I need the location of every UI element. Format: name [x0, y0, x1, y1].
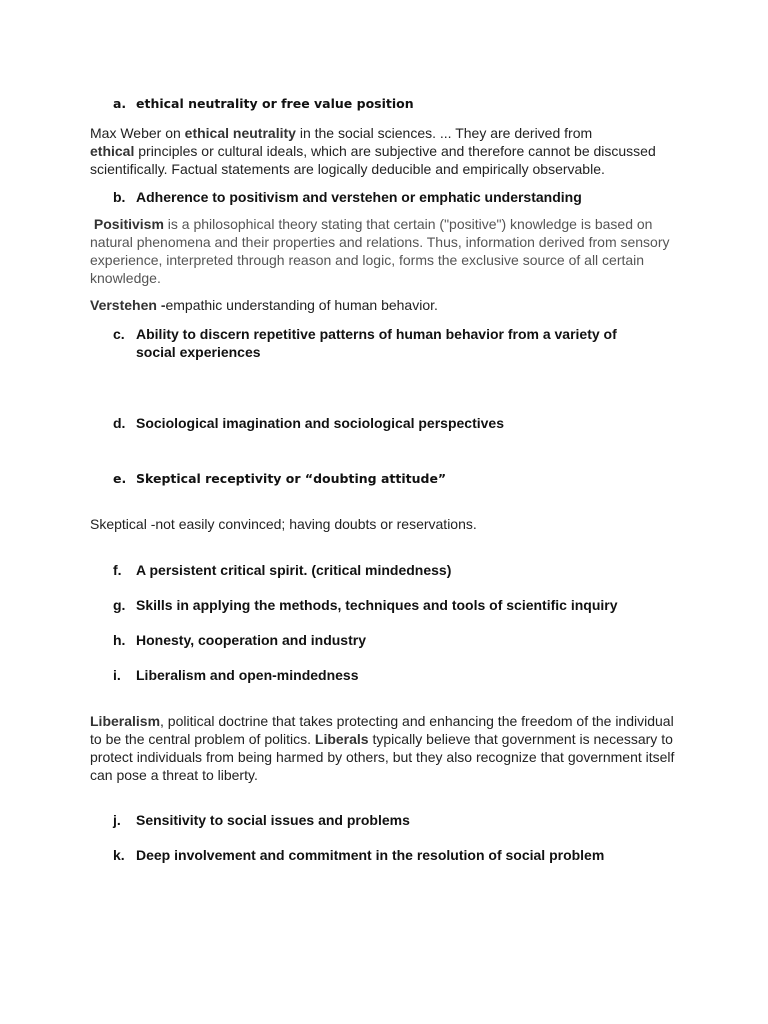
paragraph-bold-term: ethical: [90, 143, 135, 159]
paragraph-bold-term: Liberalism: [90, 713, 161, 729]
paragraph-bold-term: Verstehen -: [90, 297, 166, 313]
paragraph-bold-term: ethical neutrality: [184, 125, 296, 141]
list-item-text: Liberalism and open-mindedness: [136, 667, 359, 683]
list-item-text: ethical neutrality or free value position: [136, 96, 414, 111]
list-item-letter: b.: [113, 189, 126, 205]
list-item-letter: f.: [113, 562, 122, 578]
paragraph-text: empathic understanding of human behavior.: [165, 297, 438, 313]
paragraph-text: , political doctrine that takes protecting and enhancing the freedom of the individual to be the central problem of politics.: [90, 713, 674, 747]
weber-paragraph: [90, 124, 680, 178]
list-item-f: [113, 561, 673, 579]
paragraph-text: is a philosophical theory stating that certain ("positive") knowledge is based on natural phenomena and their properties and relations. Thus, information derived from sensory experience, interpreted through reason and logic, forms the exclusive source of all certain knowledge.: [90, 216, 670, 286]
list-item-letter: a.: [113, 96, 127, 111]
paragraph-text: in the social sciences. ... They are derived from: [295, 125, 593, 141]
list-item-text: Ability to discern repetitive patterns of human behavior from a variety of social experiences: [136, 326, 617, 360]
paragraph-bold-term: Positivism: [93, 216, 164, 232]
list-item-a: [113, 95, 673, 113]
paragraph-text: Max Weber on: [90, 125, 185, 141]
list-item-letter: i.: [113, 667, 121, 683]
list-item-g: [113, 596, 673, 614]
paragraph-bold-term: Liberals: [314, 731, 369, 747]
list-item-letter: h.: [113, 632, 126, 648]
liberalism-paragraph: [90, 712, 680, 784]
list-item-d: [113, 414, 673, 432]
list-item-text: Honesty, cooperation and industry: [136, 632, 366, 648]
list-item-h: [113, 631, 673, 649]
skeptical-paragraph: [90, 515, 680, 533]
list-item-e: [113, 470, 673, 488]
paragraph-text: principles or cultural ideals, which are subjective and therefore cannot be discussed scientifically. Factual statements are logically deducible and empirically observable.: [90, 143, 656, 177]
list-item-letter: k.: [113, 847, 125, 863]
list-item-text: Deep involvement and commitment in the resolution of social problem: [136, 847, 605, 863]
list-item-text: Sociological imagination and sociological perspectives: [136, 415, 504, 431]
list-item-text: Skills in applying the methods, techniques and tools of scientific inquiry: [136, 597, 618, 613]
list-item-text: Skeptical receptivity or “doubting attitude”: [136, 471, 447, 486]
list-item-letter: j.: [113, 812, 121, 828]
list-item-text: A persistent critical spirit. (critical mindedness): [136, 562, 452, 578]
verstehen-paragraph: [90, 296, 680, 314]
list-item-b: [113, 188, 673, 206]
paragraph-text: Skeptical -not easily convinced; having doubts or reservations.: [90, 516, 477, 532]
list-item-letter: e.: [113, 471, 127, 486]
list-item-letter: d.: [113, 415, 126, 431]
list-item-letter: g.: [113, 597, 126, 613]
list-item-k: [113, 846, 673, 864]
positivism-paragraph: [90, 215, 680, 287]
list-item-j: [113, 811, 673, 829]
list-item-text: Sensitivity to social issues and problems: [136, 812, 410, 828]
list-item-i: [113, 666, 673, 684]
list-item-letter: c.: [113, 326, 125, 342]
list-item-text: Adherence to positivism and verstehen or emphatic understanding: [136, 189, 582, 205]
paragraph-text: typically believe that government is necessary to protect individuals from being harmed by others, but they also recognize that government itself can pose a threat to liberty.: [90, 731, 675, 783]
list-item-c: [113, 325, 658, 361]
